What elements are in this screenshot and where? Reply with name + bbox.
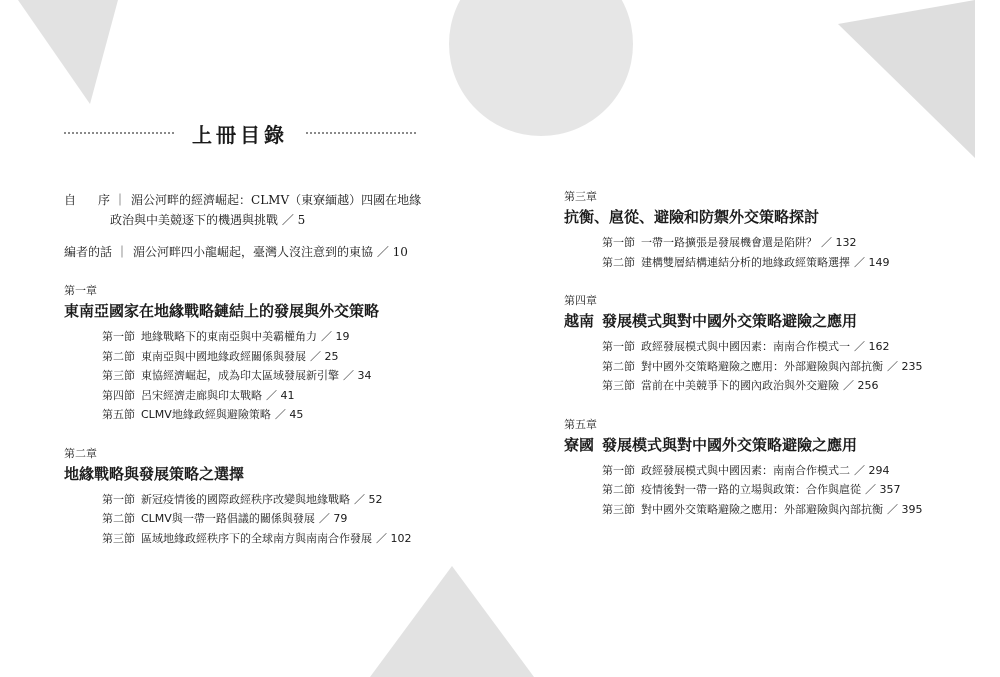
section-title: 政經發展模式與中國因素：南南合作模式一 (641, 340, 850, 353)
section-list (102, 490, 504, 549)
section-title: 建構雙層結構連結分析的地緣政經策略選擇 (641, 255, 850, 269)
editor-note-separator: ｜ (116, 245, 129, 259)
section-number: 第三節 (102, 369, 135, 382)
section-page: ／ 256 (843, 379, 879, 392)
section-entry[interactable] (102, 509, 504, 529)
section-title: 當前在中美競爭下的國內政治與外交避險 (641, 379, 839, 392)
title-dotted-rule-right (306, 132, 416, 134)
toc-right-column (564, 190, 984, 541)
section-title: 疫情後對一帶一路的立場與政策：合作與扈從 (641, 483, 861, 496)
page-title: 上冊目錄 (192, 122, 288, 147)
top-right-triangle-shape (838, 0, 975, 158)
section-page: ／ 79 (318, 512, 348, 525)
section-entry[interactable] (102, 366, 504, 386)
preface-separator: ｜ (114, 193, 127, 207)
section-title: 東協經濟崛起，成為印太區域發展新引擎 (141, 369, 339, 382)
section-entry[interactable] (102, 529, 504, 549)
section-number: 第三節 (602, 502, 635, 516)
section-list (102, 327, 504, 425)
section-title: 區域地緣政經秩序下的全球南方與南南合作發展 (141, 531, 372, 545)
section-number: 第二節 (102, 349, 135, 363)
section-number: 第四節 (102, 388, 135, 402)
section-title: 政經發展模式與中國因素：南南合作模式二 (641, 463, 850, 477)
section-title: 東南亞與中國地緣政經關係與發展 (141, 349, 306, 363)
section-title: 一帶一路擴張是發展機會還是陷阱？ (641, 236, 817, 249)
section-title: 新冠疫情後的國際政經秩序改變與地緣戰略 (141, 492, 350, 506)
editor-note-label: 編者的話 (64, 245, 113, 259)
section-page: ／ 294 (854, 463, 890, 477)
section-entry[interactable] (602, 233, 984, 253)
chapter-title[interactable] (564, 207, 984, 227)
section-number: 第一節 (102, 492, 135, 506)
section-entry[interactable] (602, 461, 984, 481)
section-page: ／ 45 (274, 408, 304, 421)
chapter-title-text: 抗衡、扈從、避險和防禦外交策略探討 (564, 208, 820, 226)
top-left-triangle-shape (18, 0, 118, 104)
title-dotted-rule-left (64, 132, 174, 134)
section-title: CLMV地緣政經與避險策略 (141, 408, 271, 421)
section-number: 第二節 (602, 255, 635, 269)
section-page: ／ 25 (310, 349, 339, 363)
chapter-title[interactable] (564, 435, 984, 455)
section-number: 第一節 (602, 236, 635, 249)
editor-note-entry[interactable] (64, 242, 504, 262)
toc-left-column (64, 190, 504, 570)
section-page: ／ 357 (865, 483, 901, 496)
preface-label: 自 序 (64, 193, 110, 207)
section-number: 第二節 (102, 512, 135, 525)
chapter-3 (564, 190, 984, 272)
section-title: CLMV與一帶一路倡議的關係與發展 (141, 512, 315, 525)
top-center-circle-shape (449, 0, 633, 136)
chapter-label: 第五章 (564, 417, 597, 431)
chapter-title[interactable] (564, 311, 984, 331)
chapter-1 (64, 284, 504, 425)
section-entry[interactable] (102, 405, 504, 425)
section-page: ／ 41 (266, 388, 295, 402)
section-entry[interactable] (602, 480, 984, 500)
section-page: ／ 149 (854, 255, 890, 269)
chapter-country-prefix: 寮國 (564, 435, 595, 454)
chapter-title-text: 發展模式與對中國外交策略避險之應用 (602, 312, 858, 330)
section-entry[interactable] (602, 357, 984, 377)
section-entry[interactable] (602, 376, 984, 396)
editor-note-title: 湄公河畔四小龍崛起，臺灣人沒注意到的東協 ／ 10 (133, 245, 408, 259)
preface-entry[interactable] (64, 190, 504, 210)
section-page: ／ 235 (887, 359, 923, 373)
section-number: 第一節 (102, 330, 135, 343)
chapter-label: 第三章 (564, 190, 597, 203)
section-entry[interactable] (602, 253, 984, 273)
section-page: ／ 395 (887, 502, 923, 516)
chapter-5 (564, 418, 984, 520)
section-list (602, 337, 984, 396)
section-title: 呂宋經濟走廊與印太戰略 (141, 388, 262, 402)
chapter-title-text: 地緣戰略與發展策略之選擇 (64, 464, 245, 483)
section-list (602, 233, 984, 272)
chapter-label: 第二章 (64, 446, 97, 460)
section-number: 第二節 (602, 483, 635, 496)
preface-title-continuation: 政治與中美競逐下的機遇與挑戰 ／ 5 (110, 213, 306, 227)
section-title: 對中國外交策略避險之應用：外部避險與內部抗衡 (641, 359, 883, 373)
chapter-title[interactable] (64, 301, 504, 321)
section-page: ／ 102 (376, 531, 412, 545)
section-entry[interactable] (102, 327, 504, 347)
section-entry[interactable] (602, 337, 984, 357)
toc-title-row (64, 118, 416, 148)
section-number: 第五節 (102, 408, 135, 421)
section-entry[interactable] (102, 386, 504, 406)
section-entry[interactable] (102, 347, 504, 367)
section-page: ／ 162 (854, 340, 890, 353)
preface-title: 湄公河畔的經濟崛起：CLMV（東寮緬越）四國在地緣 (131, 193, 422, 207)
section-page: ／ 132 (821, 236, 857, 249)
section-entry[interactable] (602, 500, 984, 520)
chapter-title[interactable] (64, 464, 504, 484)
section-number: 第三節 (602, 379, 635, 392)
chapter-title-text: 發展模式與對中國外交策略避險之應用 (602, 435, 858, 454)
section-list (602, 461, 984, 520)
bottom-center-diamond-shape (370, 566, 534, 677)
section-page: ／ 19 (321, 330, 350, 343)
section-entry[interactable] (102, 490, 504, 510)
section-number: 第二節 (602, 359, 635, 373)
section-number: 第一節 (602, 340, 635, 353)
section-page: ／ 34 (343, 369, 372, 382)
section-number: 第三節 (102, 531, 135, 545)
chapter-4 (564, 294, 984, 396)
chapter-label: 第一章 (64, 284, 97, 297)
section-number: 第一節 (602, 463, 635, 477)
chapter-country-prefix: 越南 (564, 312, 595, 330)
chapter-label: 第四章 (564, 294, 597, 307)
chapter-title-text: 東南亞國家在地緣戰略鏈結上的發展與外交策略 (64, 302, 380, 320)
section-page: ／ 52 (354, 492, 383, 506)
chapter-2 (64, 447, 504, 549)
section-title: 對中國外交策略避險之應用：外部避險與內部抗衡 (641, 502, 883, 516)
section-title: 地緣戰略下的東南亞與中美霸權角力 (141, 330, 317, 343)
